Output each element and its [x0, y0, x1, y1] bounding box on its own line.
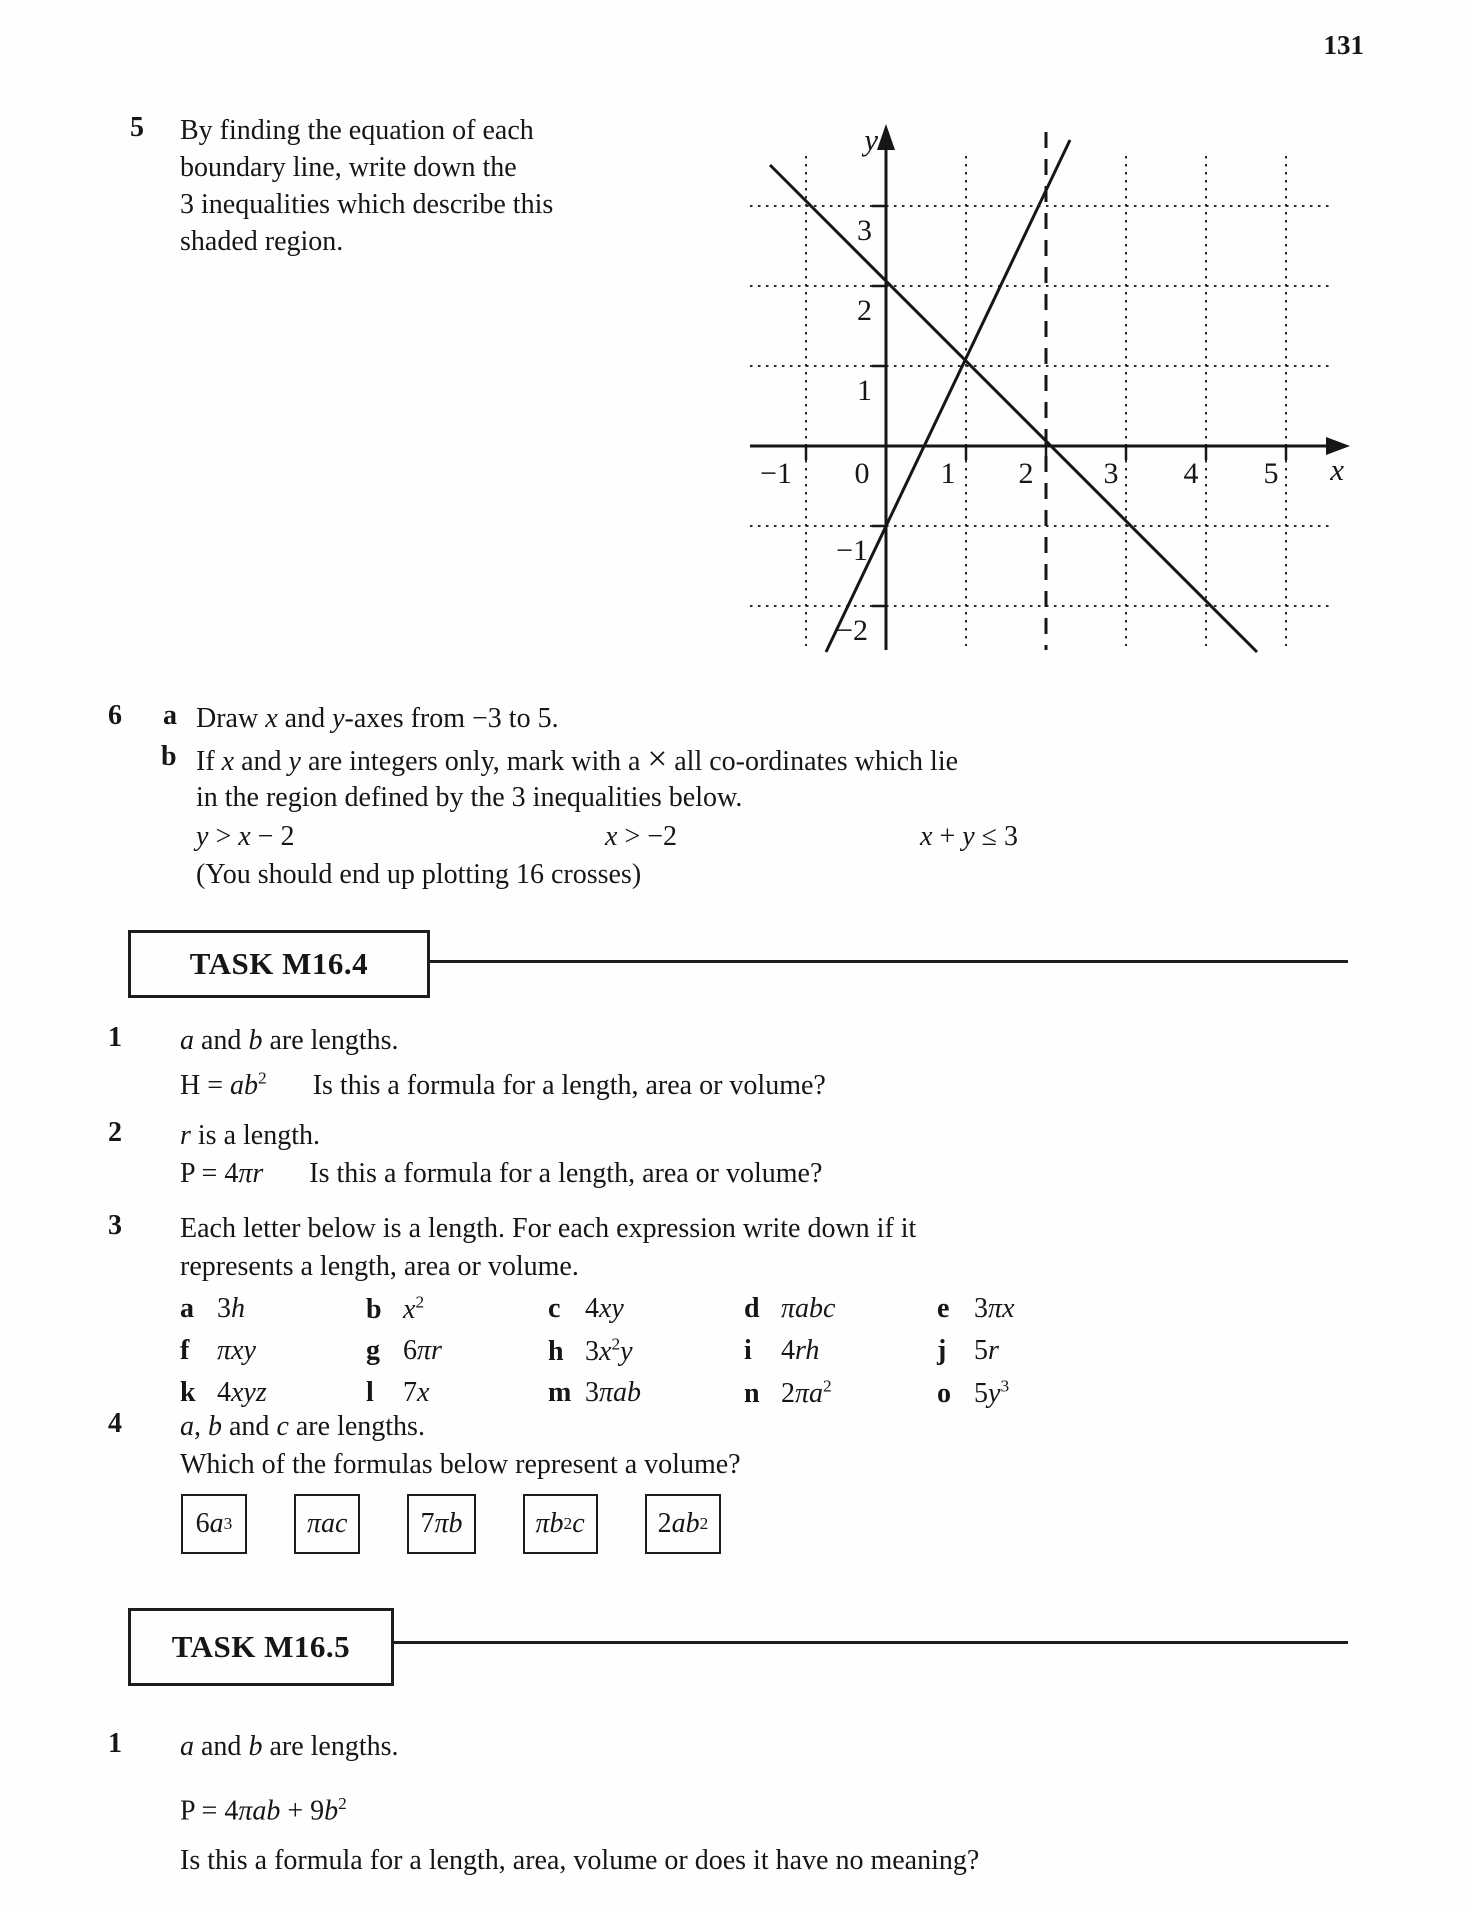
x-tick-label: −1: [760, 457, 792, 490]
m164-q1-number: 1: [108, 1022, 122, 1053]
question-5-line: shaded region.: [180, 226, 344, 257]
expression-letter: n: [744, 1378, 760, 1410]
question-5-line: boundary line, write down the: [180, 152, 517, 183]
page-number: 131: [1323, 30, 1364, 60]
task-m16-4-rule: [427, 960, 1348, 963]
expression-item: [548, 1293, 744, 1335]
expression-value: 7x: [403, 1377, 430, 1408]
inequality-1: y > x − 2: [196, 821, 295, 852]
y-tick-labels: [836, 214, 872, 647]
m164-q3-number: 3: [108, 1210, 122, 1241]
question-5-number: 5: [130, 112, 144, 143]
expression-item: [937, 1335, 1120, 1377]
expression-item: [180, 1335, 366, 1377]
y-tick-label: 3: [857, 214, 872, 247]
expression-letter: k: [180, 1377, 196, 1408]
m164-q2-formula: P = 4πr: [180, 1158, 264, 1189]
formula-box: 6 a 3: [181, 1494, 247, 1554]
x-axis-label: x: [1330, 452, 1344, 487]
expression-item: [180, 1293, 366, 1335]
expression-letter: h: [548, 1336, 564, 1368]
expression-letter: a: [180, 1293, 194, 1324]
y-tick-label: −1: [836, 534, 868, 567]
m164-q2-number: 2: [108, 1117, 122, 1148]
question-6b-line2: in the region defined by the 3 inequalities below.: [196, 782, 743, 813]
y-axis-label: y: [864, 122, 878, 157]
m165-q1-formula: $P = 4\pi ab + 9b^2$: [180, 1794, 347, 1827]
expression-value: 5r: [974, 1335, 999, 1366]
expression-value: πabc: [781, 1293, 836, 1324]
expression-letter: l: [366, 1377, 374, 1408]
m164-q3-expression-grid: [180, 1293, 1120, 1419]
expression-item: [744, 1377, 937, 1419]
expression-letter: i: [744, 1335, 752, 1366]
expression-letter: f: [180, 1335, 190, 1366]
task-m16-5-rule: [391, 1641, 1348, 1644]
task-m16-5-header: TASK M16.5: [128, 1608, 394, 1686]
expression-value: 4xy: [585, 1293, 624, 1324]
m164-q2-question: Is this a formula for a length, area or volume?: [309, 1158, 823, 1189]
m164-q1-formula: $H = ab^2$: [180, 1069, 267, 1102]
expression-item: [744, 1293, 937, 1335]
boundary-line-negative-slope: [770, 165, 1257, 652]
inequality-2: x > −2: [605, 821, 678, 852]
expression-letter: m: [548, 1377, 572, 1408]
formula-box: 7 πb: [407, 1494, 475, 1554]
expression-value: $3x^2y$: [585, 1335, 633, 1368]
question-6b-line1: If x and y are integers only, mark with a × all co-ordinates which lie: [196, 739, 959, 778]
expression-value: 4rh: [781, 1335, 820, 1366]
m164-q4-number: 4: [108, 1408, 122, 1439]
expression-item: [937, 1377, 1120, 1419]
m164-q3-line2: represents a length, area or volume.: [180, 1251, 579, 1282]
inequality-3: x + y ≤ 3: [920, 821, 1019, 852]
x-tick-label: 0: [854, 457, 870, 490]
x-tick-label: 2: [1018, 457, 1034, 490]
m164-q1-line2: [180, 1060, 826, 1104]
expression-letter: c: [548, 1293, 561, 1324]
y-axis-arrow-icon: [877, 124, 895, 150]
expression-value: πxy: [217, 1335, 256, 1366]
expression-value: 4xyz: [217, 1377, 267, 1408]
expression-letter: b: [366, 1294, 382, 1326]
question-6-number: 6: [108, 700, 122, 731]
question-6a-label: a: [163, 700, 177, 731]
question-5-text: [180, 112, 553, 260]
question-6b-label: b: [161, 741, 177, 772]
formula-box: 2 ab 2: [645, 1494, 722, 1554]
m164-q3-line1: Each letter below is a length. For each expression write down if it: [180, 1213, 917, 1244]
expression-value: $2\pi a^2$: [781, 1377, 832, 1410]
expression-item: [548, 1335, 744, 1377]
expression-item: [937, 1293, 1120, 1335]
x-axis-ticks: [806, 446, 1286, 460]
m165-q1-line3: Is this a formula for a length, area, volume or does it have no meaning?: [180, 1845, 980, 1876]
expression-item: [366, 1335, 548, 1377]
m164-q4-line2: Which of the formulas below represent a volume?: [180, 1449, 741, 1480]
question-6b-note: (You should end up plotting 16 crosses): [196, 859, 642, 890]
coordinate-graph: [740, 98, 1362, 660]
formula-box: πb 2 c: [523, 1494, 598, 1554]
m164-q2-line2: [180, 1155, 822, 1192]
expression-letter: d: [744, 1293, 760, 1324]
expression-letter: o: [937, 1378, 951, 1410]
m164-q2-line1: r is a length.: [180, 1120, 320, 1151]
x-tick-label: 1: [940, 457, 956, 490]
expression-value: $x^2$: [403, 1293, 425, 1326]
expression-letter: g: [366, 1335, 380, 1366]
expression-value: $5y^3$: [974, 1377, 1010, 1410]
expression-item: [548, 1377, 744, 1419]
y-tick-label: 1: [857, 374, 872, 407]
formula-box: πac: [294, 1494, 360, 1554]
y-tick-label: −2: [836, 614, 868, 647]
y-tick-label: 2: [857, 294, 872, 327]
expression-letter: e: [937, 1293, 950, 1324]
m164-q4-formula-boxes: [181, 1494, 721, 1554]
expression-value: 6πr: [403, 1335, 442, 1366]
x-tick-label: 5: [1263, 457, 1279, 490]
m164-q4-line1: a, b and c are lengths.: [180, 1411, 425, 1442]
expression-item: [744, 1335, 937, 1377]
question-5-line: By finding the equation of each: [180, 115, 534, 146]
task-m16-4-header: TASK M16.4: [128, 930, 430, 998]
question-5-line: 3 inequalities which describe this: [180, 189, 554, 220]
expression-letter: j: [937, 1335, 947, 1366]
expression-value: 3πx: [974, 1293, 1015, 1324]
expression-value: 3πab: [585, 1377, 642, 1408]
x-tick-label: 4: [1183, 457, 1199, 490]
y-axis-ticks: [872, 206, 886, 606]
m164-q1-question: Is this a formula for a length, area or volume?: [312, 1070, 826, 1102]
expression-item: [366, 1293, 548, 1335]
m165-q1-line1: a and b are lengths.: [180, 1731, 399, 1762]
m164-q1-line1: a and b are lengths.: [180, 1025, 399, 1056]
question-6a-text: Draw x and y-axes from −3 to 5.: [196, 703, 559, 734]
m165-q1-number: 1: [108, 1728, 122, 1759]
x-tick-label: 3: [1103, 457, 1119, 490]
expression-value: 3h: [217, 1293, 245, 1324]
x-tick-labels: [760, 457, 1278, 490]
